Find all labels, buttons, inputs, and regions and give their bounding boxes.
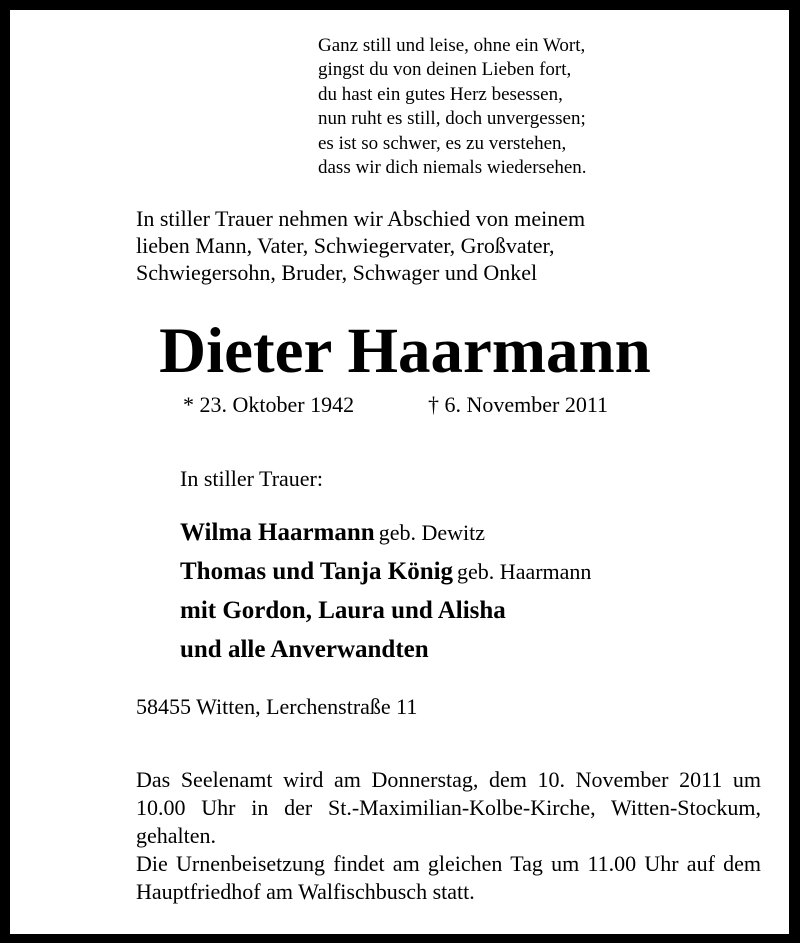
service-paragraph: Das Seelenamt wird am Donnerstag, dem 10. November 2011 um 10.00 Uhr in der St.-Maximilian-Kolbe-Kirche, Witten-Stockum, gehalten. [136, 767, 761, 848]
mourner-name: und alle Anverwandten [180, 636, 429, 663]
mourners-list [180, 515, 591, 671]
poem-line: es ist so schwer, es zu verstehen, [318, 132, 567, 154]
intro-line: Schwiegersohn, Bruder, Schwager und Onkel [136, 260, 538, 285]
poem-line: nun ruht es still, doch unvergessen; [318, 108, 586, 130]
mourner-row [180, 632, 591, 671]
mourner-nee: geb. Dewitz [378, 520, 485, 545]
poem-line: dass wir dich niemals wiedersehen. [318, 157, 587, 179]
birth-date: * 23. Oktober 1942 [183, 392, 355, 417]
service-info [136, 766, 761, 906]
poem [318, 34, 587, 180]
service-paragraph: Die Urnenbeisetzung findet am gleichen Tag um 11.00 Uhr auf dem Hauptfriedhof am Walfischbusch statt. [136, 851, 761, 904]
mourner-name: Wilma Haarmann [180, 519, 375, 546]
poem-line: gingst du von deinen Lieben fort, [318, 59, 572, 81]
poem-line: Ganz still und leise, ohne ein Wort, [318, 35, 586, 56]
poem-line: du hast ein gutes Herz besessen, [318, 83, 563, 105]
mourner-name: mit Gordon, Laura und Alisha [180, 597, 506, 624]
mourner-row [180, 554, 591, 593]
intro-line: In stiller Trauer nehmen wir Abschied von meinem [136, 206, 586, 231]
intro-line: lieben Mann, Vater, Schwiegervater, Großvater, [136, 233, 555, 258]
intro-text [136, 205, 585, 286]
mourner-row [180, 515, 591, 554]
mourner-row [180, 593, 591, 632]
death-date: † 6. November 2011 [428, 392, 609, 417]
deceased-name: Dieter Haarmann [159, 315, 651, 387]
mourner-name: Thomas und Tanja König [180, 558, 454, 585]
mourner-nee: geb. Haarmann [457, 559, 592, 584]
address: 58455 Witten, Lerchenstraße 11 [136, 694, 418, 719]
mourning-label: In stiller Trauer: [180, 466, 323, 491]
